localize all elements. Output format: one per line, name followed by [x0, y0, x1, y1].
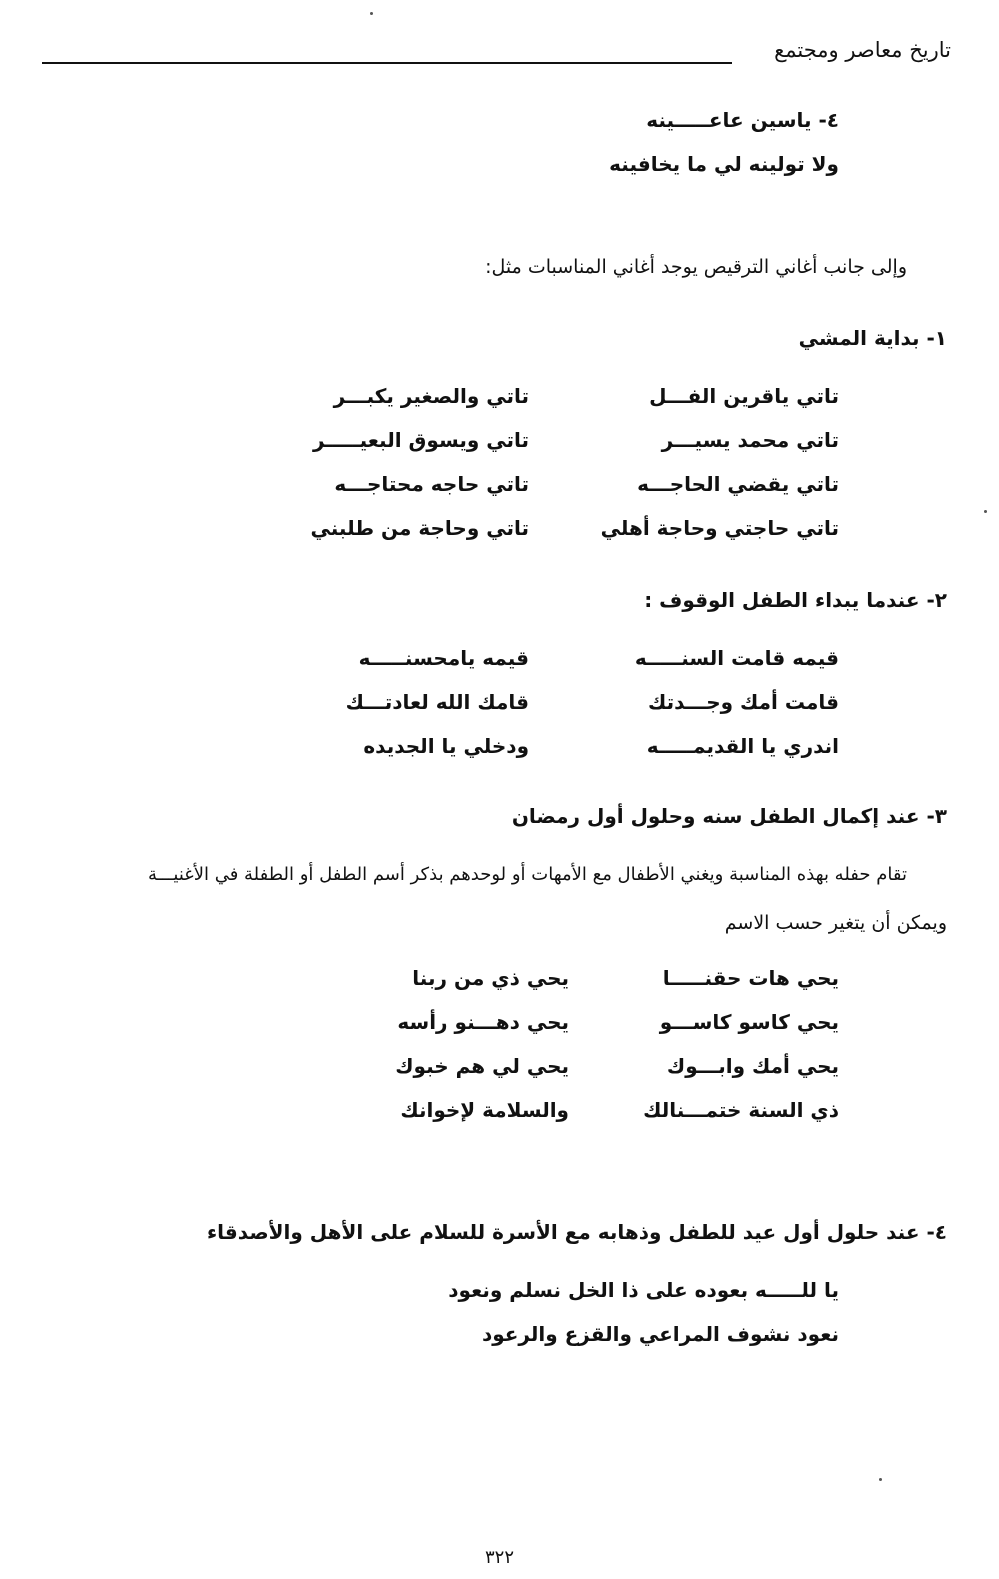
verse-right: يحي أمك وابـــوك: [666, 1054, 839, 1078]
scan-speck: [984, 510, 987, 513]
verse-left: ودخلي يا الجديده: [363, 734, 529, 758]
section-3-heading: ٣- عند إكمال الطفل سنه وحلول أول رمضان: [511, 804, 947, 828]
intro-paragraph: وإلى جانب أغاني الترقيص يوجد أغاني المناسبات مثل:: [485, 256, 907, 278]
verse-right: تاتي حاجتي وحاجة أهلي: [600, 516, 839, 540]
scan-speck: [879, 1478, 882, 1481]
verse-left: يحي ذي من ربنا: [412, 966, 569, 990]
verse-left: تاتي حاجه محتاجـــه: [334, 472, 529, 496]
verse-right: اندري يا القديمـــــه: [646, 734, 839, 758]
section-4-heading: ٤- عند حلول أول عيد للطفل وذهابه مع الأسرة للسلام على الأهل والأصدقاء: [206, 1220, 947, 1244]
verse-left: يحي لي هم خبوك: [395, 1054, 569, 1078]
verse-left: تاتي ويسوق البعيـــــر: [312, 428, 529, 452]
page-number: ٣٢٢: [484, 1547, 514, 1568]
verse-right: يحي هات حقنـــــا: [662, 966, 839, 990]
verse-left: يحي دهـــنو رأسه: [397, 1010, 569, 1034]
verse-left: قيمه يامحسنـــــه: [358, 646, 529, 670]
verse-left: قامك الله لعادتـــك: [345, 690, 529, 714]
verse-right: قيمه قامت السنـــــه: [634, 646, 839, 670]
header-rule: [42, 62, 732, 64]
section-3-paragraph-line-2: ويمكن أن يتغير حسب الاسم: [724, 912, 947, 934]
section-3-paragraph-line-1: تقام حفله بهذه المناسبة ويغني الأطفال مع الأمهات أو لوحدهم بذكر أسم الطفل أو الطفلة في الأغنيـــة: [147, 864, 907, 885]
verse-right: يحي كاسو كاســـو: [659, 1010, 839, 1034]
section-4-verse-line-1: يا للـــــه بعوده على ذا الخل نسلم ونعود: [448, 1278, 839, 1302]
verse-right: قامت أمك وجـــدتك: [648, 690, 839, 714]
verse-left: تاتي والصغير يكبـــر: [333, 384, 529, 408]
section-1-heading: ١- بداية المشي: [798, 326, 947, 350]
verse-right: تاتي ياقرين الفـــل: [649, 384, 839, 408]
intro-verse-line-1: ٤- ياسين عاعـــــينه: [646, 108, 839, 132]
running-header-title: تاريخ معاصر ومجتمع: [774, 38, 951, 62]
section-2-heading: ٢- عندما يبداء الطفل الوقوف :: [644, 588, 947, 612]
verse-left: والسلامة لإخوانك: [400, 1098, 569, 1122]
scan-speck: [370, 12, 373, 15]
verse-right: تاتي يقضي الحاجـــه: [637, 472, 839, 496]
verse-left: تاتي وحاجة من طلبني: [310, 516, 529, 540]
intro-verse-line-2: ولا تولينه لي ما يخافينه: [609, 152, 839, 176]
section-4-verse-line-2: نعود نشوف المراعي والقزع والرعود: [481, 1322, 839, 1346]
verse-right: ذي السنة ختمـــنالك: [643, 1098, 839, 1122]
verse-right: تاتي محمد يسيـــر: [661, 428, 839, 452]
